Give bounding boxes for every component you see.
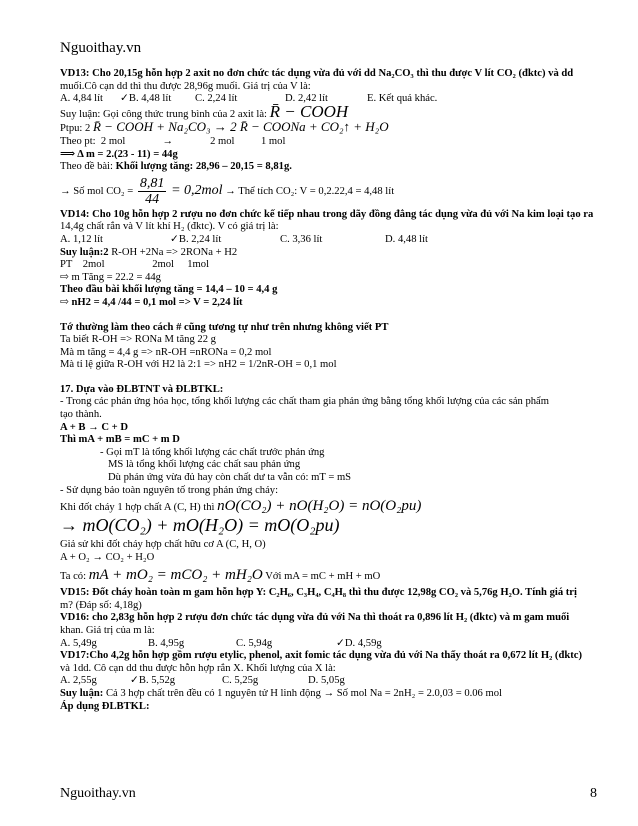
vd14-mass-increase: ⇨ m Tăng = 22.2 = 44g [60, 271, 161, 283]
vd17-apply: Áp dụng ĐLBTKL: [60, 700, 150, 712]
vd14-options [60, 234, 606, 247]
vd13-fraction: $\frac{8,81}{44}$ [139, 175, 165, 207]
vd13-question: VD13: Cho 20,15g hỗn hợp 2 axit no đơn chức tác dụng vừa đủ với dd Na₂CO₃ thì thu được V lít CO₂ (đktc) và dd [60, 68, 574, 79]
vd14-result: ⇨ nH2 = 4,4 /44 = 0,1 mol => V = 2,24 lít [60, 296, 243, 308]
s17-formula-n: nO(CO₂) + nO(H₂O) = nO(O₂pu) [217, 498, 422, 515]
vd16-question: VD16: cho 2,83g hỗn hợp 2 rượu đơn chức tác dụng vừa đủ với Na thì thoát ra 0,896 lít H₂ (đktc) và m gam muối [60, 612, 570, 624]
section-17-title: 17. Dựa vào ĐLBTNT và ĐLBTKL: [60, 383, 224, 395]
s17-bullet-2: MS là tổng khối lượng các chất sau phản ứng [108, 459, 301, 471]
vd17-option-b: ✓B. 5,52g [130, 675, 176, 687]
s17-bullet-1: - Gọi mT là tổng khối lượng các chất trước phản ứng [100, 446, 325, 458]
vd16-options [60, 638, 606, 651]
vd14-question: VD14: Cho 10g hỗn hợp 2 rượu no đơn chức kế tiếp nhau trong dãy đồng đẳng tác dụng vừa đủ với Na kim loại tạo ra [60, 208, 594, 220]
vd16-option-c: C. 5,94g [236, 637, 273, 649]
vd16-option-d: ✓D. 4,59g [336, 637, 382, 649]
vd13-formula-acid: R̄ − COOH [269, 101, 349, 121]
vd13-option-d: D. 2,42 lít [285, 93, 328, 105]
vd17-reasoning: Suy luận: Cả 3 hợp chất trên đều có 1 nguyên tử H linh động → Số mol Na = 2nH₂ = 2.0,03 = 0.06 mol [60, 687, 502, 699]
s17-formula-mass: mA + mO₂ = mCO₂ + mH₂O [88, 566, 263, 583]
vd17-options [60, 675, 606, 688]
alt-method-line-2: Mà m tăng = 4,4 g => nR-OH =nRONa = 0,2 mol [60, 346, 272, 358]
vd16-option-a: A. 5,49g [60, 637, 97, 649]
vd15-question: VD15: Đốt cháy hoàn toàn m gam hỗn hợp Y: C₂H₆, C₃H₄, C₄H₈ thì thu được 12,98g CO₂ và 5,76g H₂O. Tính giá trị [60, 587, 577, 599]
vd14-reasoning: Suy luận:2 R-OH +2Na => 2RONa + H2 [60, 246, 238, 258]
s17-line-2: tạo thành. [60, 409, 102, 421]
vd14-option-c: C. 3,36 lít [280, 233, 323, 245]
vd14-pt: PT 2mol 2mol 1mol [60, 259, 210, 271]
vd13-mass-diff: ⟹ Δ m = 2.(23 - 11) = 44g [60, 148, 178, 160]
s17-bullet-3: Dù phản ứng vừa đủ hay còn chất dư ta vẫn có: mT = mS [108, 472, 352, 484]
vd13-reasoning: Suy luận: Gọi công thức trung bình của 2 axit là: R̄ − COOH [60, 101, 349, 121]
vd17-option-d: D. 5,05g [308, 675, 345, 687]
s17-mass-balance: Ta có: mA + mO₂ = mCO₂ + mH₂O Với mA = mC + mH + mO [60, 566, 381, 583]
vd17-question: VD17:Cho 4,2g hỗn hợp gồm rượu etylic, phenol, axit fomic tác dụng vừa đủ với Na thấy thoát ra 0,672 lít H₂ (đktc) [60, 650, 582, 662]
vd14-option-d: D. 4,48 lít [385, 233, 428, 245]
vd13-mol-calc: → Số mol CO₂ = $\frac{8,81}{44}$ = 0,2mol → Thể tích CO₂: V = 0,2.22,4 = 4,48 lít [60, 175, 395, 207]
vd13-option-a: A. 4,84 lít [60, 93, 103, 105]
vd17-option-c: C. 5,25g [222, 675, 259, 687]
vd13-question-cont: muối.Cô cạn dd thì thu được 28,96g muối. Giá trị của V là: [60, 80, 311, 92]
vd17-option-a: A. 2,55g [60, 675, 97, 687]
page-number: 8 [590, 786, 597, 801]
alt-method-title: Tớ thường làm theo cách # cũng tương tự như trên nhưng không viết PT [60, 321, 389, 333]
vd13-by-problem: Theo đề bài: Khối lượng tăng: 28,96 – 20,15 = 8,81g. [60, 161, 292, 173]
vd13-option-e: E. Kết quả khác. [367, 93, 438, 105]
alt-method-line-1: Ta biết R-OH => RONa M tăng 22 g [60, 334, 216, 346]
vd16-question-cont: khan. Giá trị của m là: [60, 624, 155, 636]
s17-mass-law: Thì mA + mB = mC + m D [60, 434, 180, 446]
vd13-by-equation: Theo pt: 2 mol → 2 mol 1 mol [60, 135, 286, 147]
vd17-question-cont: và 1dd. Cô cạn dd thu được hỗn hợp rắn X. Khối lượng của X là: [60, 662, 336, 674]
s17-formula-m: → mO(CO₂) + mO(H₂O) = mO(O₂pu) [60, 514, 340, 535]
vd13-equation: Ptpu: 2 R̄ − COOH + Na₂CO₃ → 2 R̄ − COONa + CO₂↑ + H₂O [60, 119, 389, 135]
vd15-question-cont: m? (Đáp số: 4,18g) [60, 599, 142, 611]
vd16-option-b: B. 4,95g [148, 637, 185, 649]
s17-line-1: - Trong các phản ứng hóa học, tổng khối lượng các chất tham gia phản ứng bằng tổng khối lượng của các sản phẩm [60, 396, 549, 408]
vd13-option-b: ✓B. 4,48 lít [120, 93, 172, 105]
footer-site: Nguoithay.vn [60, 786, 136, 801]
vd14-question-cont: 14,4g chất rắn và V lít khí H₂ (đktc). V có giá trị là: [60, 221, 279, 233]
alt-method-line-3: Mà tỉ lệ giữa R-OH với H2 là 2:1 => nH2 = 1/2nR-OH = 0,1 mol [60, 359, 337, 371]
page-content [60, 68, 606, 713]
s17-reaction: A + B → C + D [60, 421, 128, 433]
vd14-option-b: ✓B. 2,24 lít [170, 233, 222, 245]
s17-line-11: Giả sử khi đốt cháy hợp chất hữu cơ A (C, H, O) [60, 539, 266, 551]
s17-combustion: Khi đốt cháy 1 hợp chất A (C, H) thì nO(CO₂) + nO(H₂O) = nO(O₂pu) [60, 498, 422, 515]
header-site: Nguoithay.vn [60, 40, 142, 56]
vd14-option-a: A. 1,12 lít [60, 233, 103, 245]
s17-line-8: - Sử dụng bảo toàn nguyên tố trong phản ứng cháy: [60, 484, 279, 496]
vd13-option-c: C. 2,24 lít [195, 93, 238, 105]
s17-line-12: A + O₂ → CO₂ + H₂O [60, 552, 155, 563]
vd14-by-problem: Theo đầu bài khối lượng tăng = 14,4 – 10 = 4,4 g [60, 284, 278, 296]
